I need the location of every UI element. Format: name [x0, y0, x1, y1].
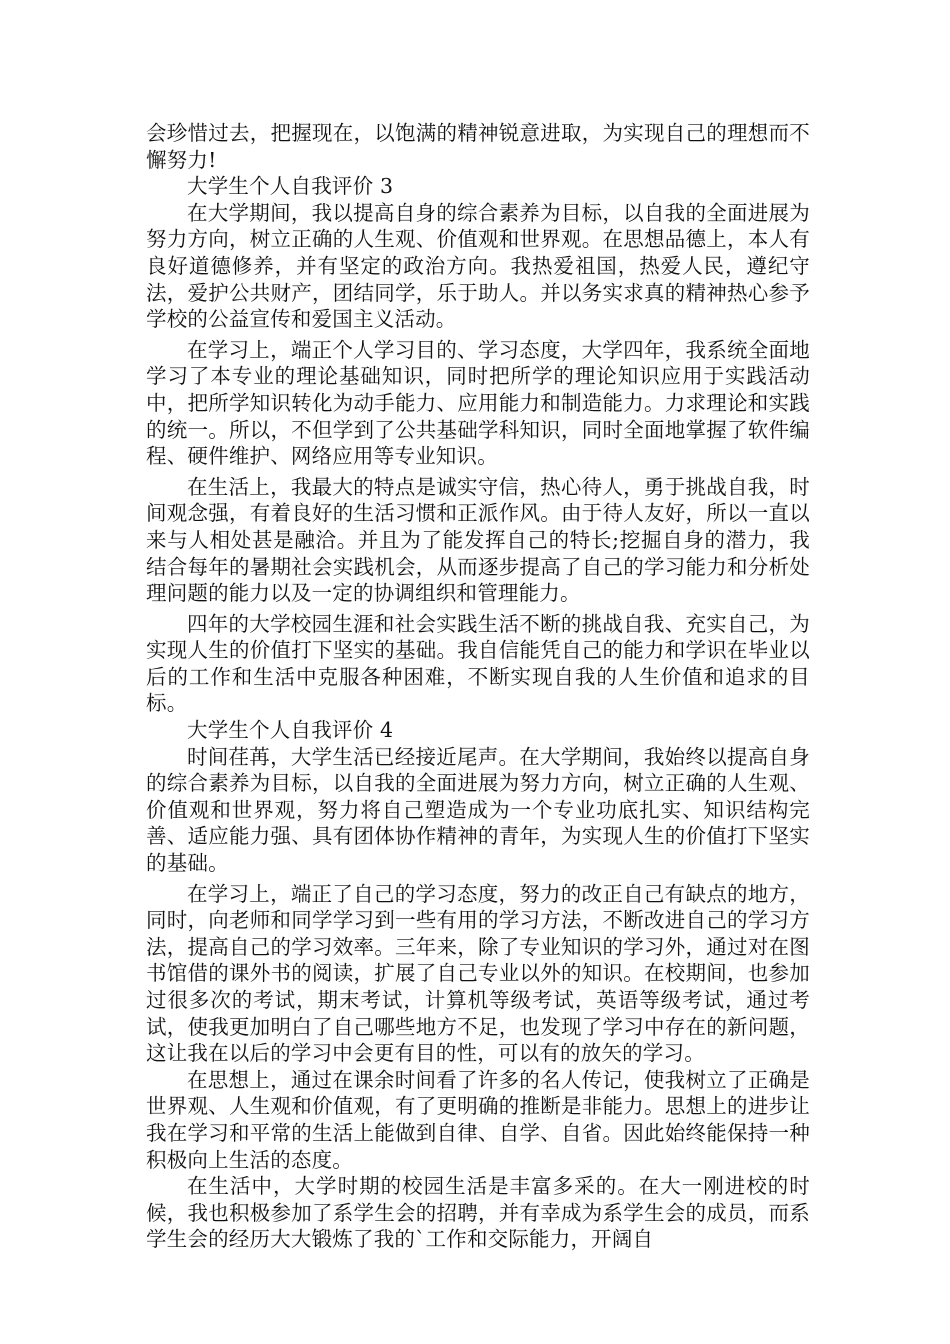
paragraph: 在学习上，端正个人学习目的、学习态度，大学四年，我系统全面地学习了本专业的理论基础知识，同时把所学的理论知识应用于实践活动中，把所学知识转化为动手能力、应用能力和制造能力。力求理论和实践的统一。所以，不但学到了公共基础学科知识，同时全面地掌握了软件编程、硬件维护、网络应用等专业知识。 [146, 337, 810, 469]
section-heading-3: 大学生个人自我评价 3 [187, 174, 394, 199]
paragraph: 在学习上，端正了自己的学习态度，努力的改正自己有缺点的地方，同时，向老师和同学学习到一些有用的学习方法，不断改进自己的学习方法，提高自己的学习效率。三年来，除了专业知识的学习外，通过对在图书馆借的课外书的阅读，扩展了自己专业以外的知识。在校期间，也参加过很多次的考试，期末考试，计算机等级考试，英语等级考试，通过考试，使我更加明白了自己哪些地方不足，也发现了学习中存在的新问题，这让我在以后的学习中会更有目的性，可以有的放矢的学习。 [146, 881, 810, 1066]
document-body [146, 120, 810, 1253]
paragraph: 在大学期间，我以提高自身的综合素养为目标，以自我的全面进展为努力方向，树立正确的人生观、价值观和世界观。在思想品德上，本人有良好道德修养，并有坚定的政治方向。我热爱祖国，热爱人民，遵纪守法，爱护公共财产，团结同学，乐于助人。并以务实求真的精神热心参予学校的公益宣传和爱国主义活动。 [146, 200, 810, 332]
paragraph: 时间荏苒，大学生活已经接近尾声。在大学期间，我始终以提高自身的综合素养为目标，以自我的全面进展为努力方向，树立正确的人生观、价值观和世界观，努力将自己塑造成为一个专业功底扎实、知识结构完善、适应能力强、具有团体协作精神的青年，为实现人生的价值打下坚实的基础。 [146, 744, 810, 876]
paragraph: 在思想上，通过在课余时间看了许多的名人传记，使我树立了正确是世界观、人生观和价值观，有了更明确的推断是非能力。思想上的进步让我在学习和平常的生活上能做到自律、自学、自省。因此始终能保持一种积极向上生活的态度。 [146, 1067, 810, 1172]
section-heading-4: 大学生个人自我评价 4 [187, 718, 394, 743]
paragraph: 四年的大学校园生涯和社会实践生活不断的挑战自我、充实自己，为实现人生的价值打下坚实的基础。我自信能凭自己的能力和学识在毕业以后的工作和生活中克服各种困难，不断实现自我的人生价值和追求的目标。 [146, 611, 810, 716]
paragraph: 在生活中，大学时期的校园生活是丰富多采的。在大一刚进校的时候，我也积极参加了系学生会的招聘，并有幸成为系学生会的成员，而系学生会的经历大大锻炼了我的`工作和交际能力，开阔自 [146, 1174, 810, 1252]
paragraph: 在生活上，我最大的特点是诚实守信，热心待人，勇于挑战自我，时间观念强，有着良好的生活习惯和正派作风。由于待人友好，所以一直以来与人相处甚是融洽。并且为了能发挥自己的特长;挖掘自身的潜力，我结合每年的暑期社会实践机会，从而逐步提高了自己的学习能力和分析处理问题的能力以及一定的协调组织和管理能力。 [146, 474, 810, 606]
paragraph-continuation: 会珍惜过去，把握现在，以饱满的精神锐意进取，为实现自己的理想而不懈努力! [146, 121, 810, 172]
